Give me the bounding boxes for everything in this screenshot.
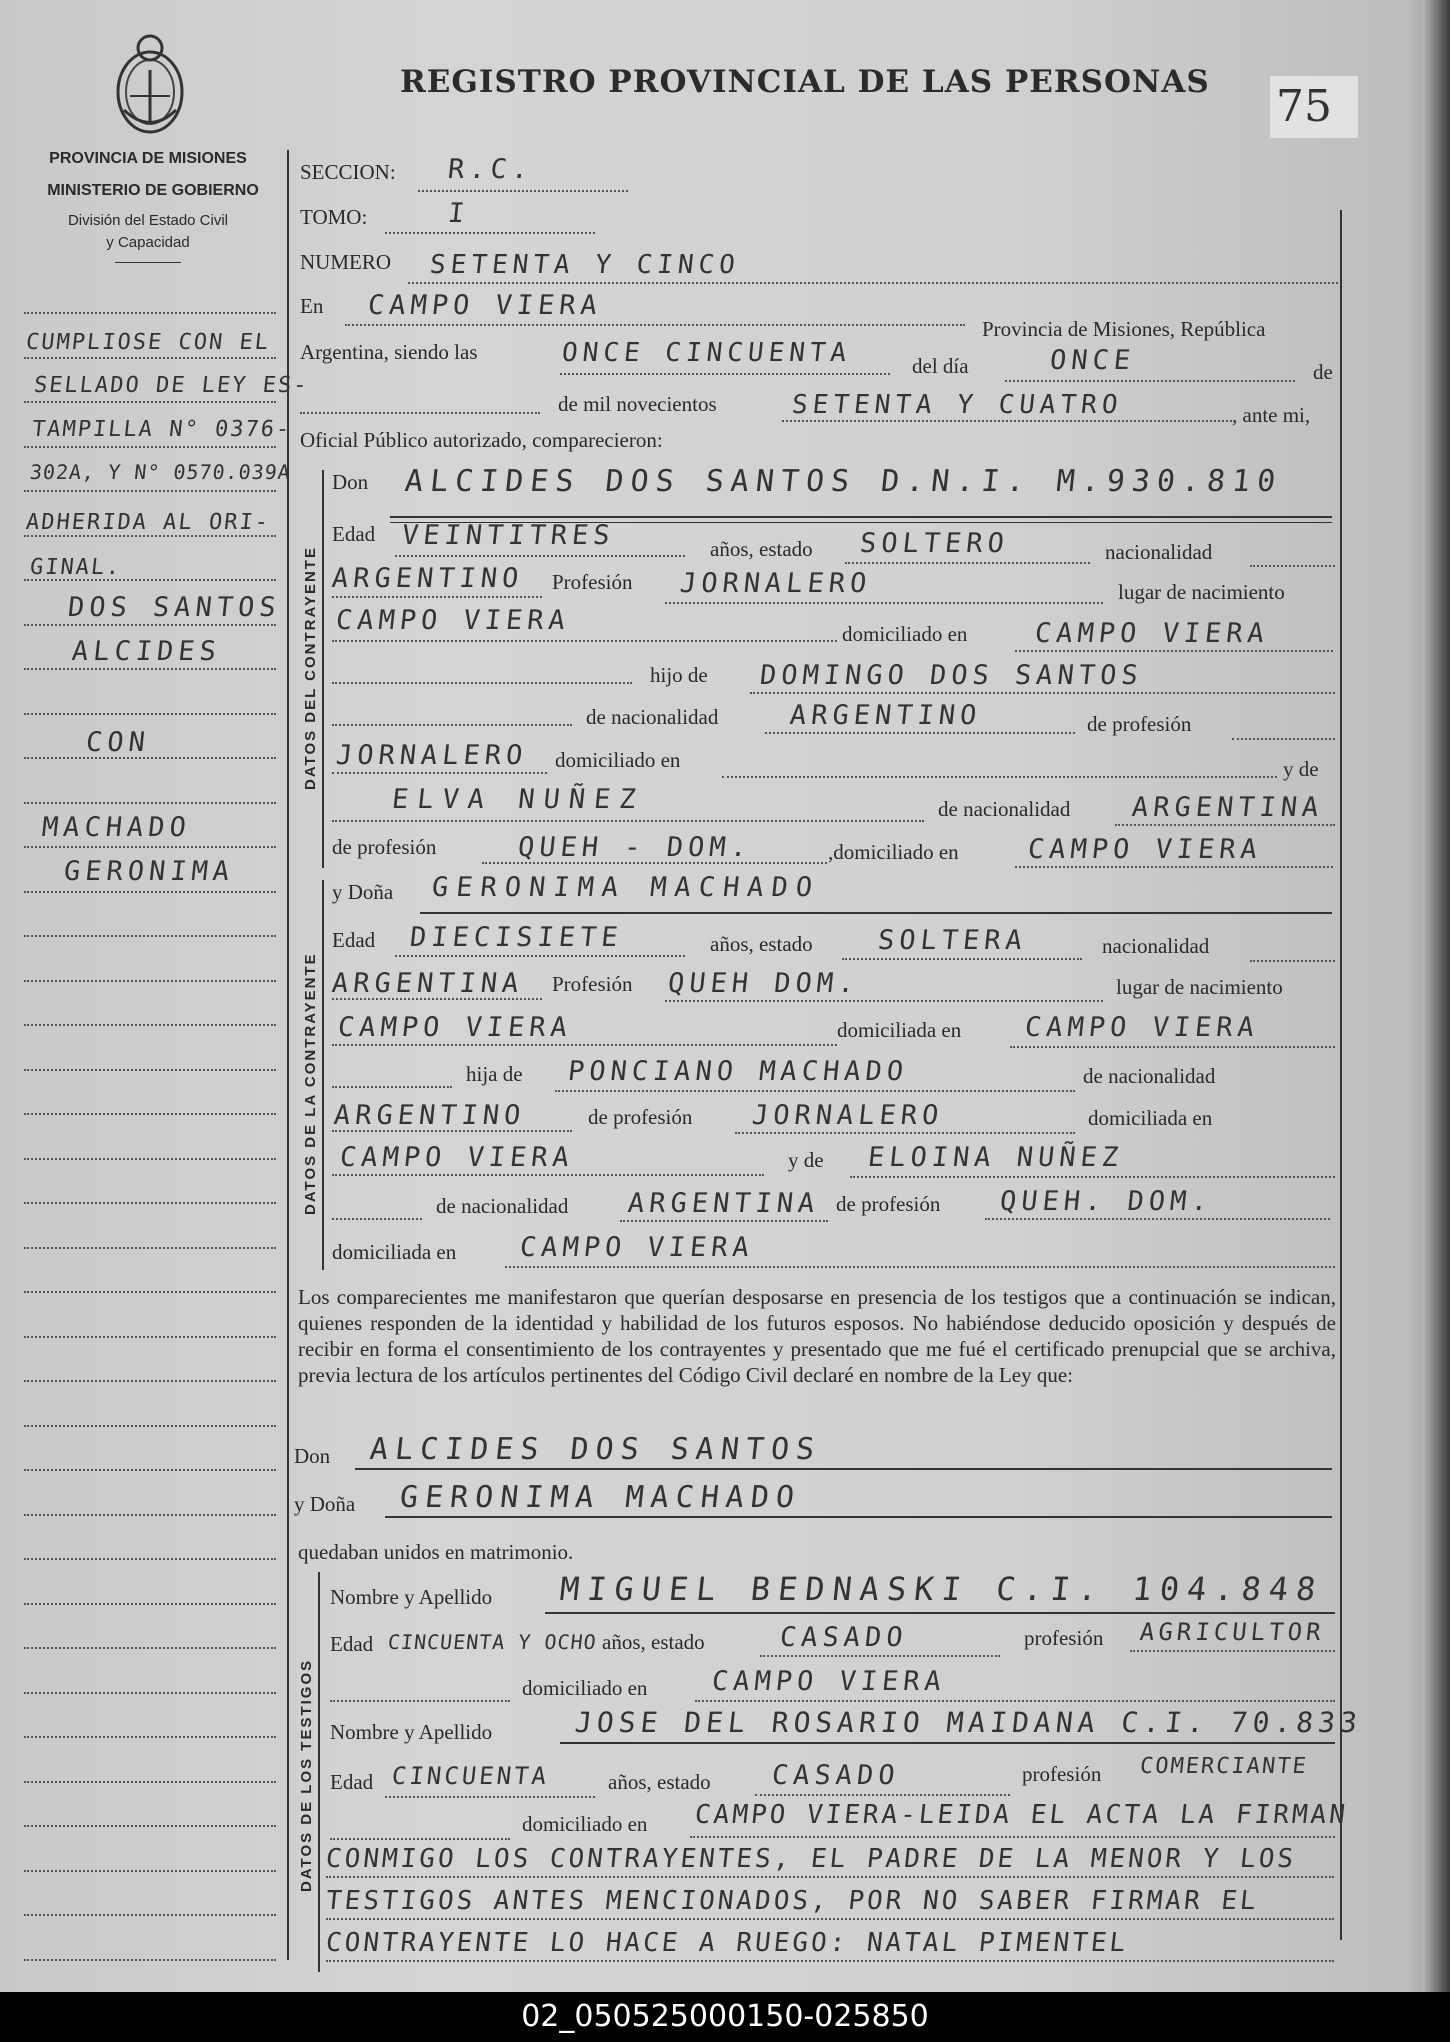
padre-nacionalidad: ARGENTINO bbox=[788, 700, 983, 731]
edad-label: Edad bbox=[332, 522, 376, 546]
section-rule bbox=[322, 470, 324, 868]
margin-ruling-line bbox=[24, 846, 276, 848]
seccion-value: R.C. bbox=[446, 154, 535, 185]
margin-ruling-line bbox=[24, 1024, 276, 1026]
madre-nacionalidad: ARGENTINA bbox=[1130, 792, 1325, 823]
t2-edad-label: Edad bbox=[330, 1770, 374, 1794]
anio-value: SETENTA Y CUATRO bbox=[790, 390, 1125, 420]
margin-ruling-line bbox=[24, 1692, 276, 1694]
dotted-line bbox=[1005, 380, 1295, 382]
margin-ruling-line bbox=[24, 624, 276, 626]
t2-nombre: JOSE DEL ROSARIO MAIDANA C.I. 70.833 bbox=[573, 1706, 1364, 1739]
argentina-text: Argentina, siendo las bbox=[300, 340, 478, 364]
dotted-line bbox=[385, 232, 595, 234]
section-rule bbox=[322, 880, 324, 1270]
de-mil-label: de mil novecientos bbox=[558, 392, 717, 416]
margin-ruling-line bbox=[24, 1380, 276, 1382]
dotted-line bbox=[482, 862, 827, 864]
contrayente-profesion: JORNALERO bbox=[678, 568, 873, 599]
dotted-line bbox=[395, 555, 685, 557]
margin-note: GERONIMA bbox=[62, 856, 236, 887]
contrayente-nacionalidad: ARGENTINO bbox=[330, 563, 525, 594]
dotted-line bbox=[695, 1700, 1335, 1702]
page-binding-edge bbox=[1422, 0, 1450, 1992]
don-label: Don bbox=[332, 470, 369, 494]
margin-ruling-line bbox=[24, 1736, 276, 1738]
margin-ruling-line bbox=[24, 1647, 276, 1649]
numero-value: SETENTA Y CINCO bbox=[428, 250, 742, 280]
dona-label: y Doña bbox=[332, 880, 394, 904]
madre-nac-label: de nacionalidad bbox=[938, 797, 1071, 821]
dotted-line bbox=[1115, 824, 1335, 826]
padre-nombre: DOMINGO DOS SANTOS bbox=[758, 660, 1145, 691]
dotted-line bbox=[755, 1794, 1010, 1796]
contrayente-f-estado: SOLTERA bbox=[876, 925, 1029, 956]
f-madre-nacionalidad: ARGENTINA bbox=[626, 1188, 821, 1219]
divider bbox=[115, 262, 181, 263]
margin-ruling-line bbox=[24, 757, 276, 759]
contrayente-nombre: ALCIDES DOS SANTOS D.N.I. M.930.810 bbox=[403, 464, 1284, 499]
institution-line-3: División del Estado Civil bbox=[67, 212, 229, 229]
contrayente-lugar-nac: CAMPO VIERA bbox=[334, 605, 572, 636]
dotted-line bbox=[1015, 866, 1333, 868]
f-madre-profesion: QUEH. DOM. bbox=[998, 1186, 1215, 1217]
domicilio-label: domiciliado en bbox=[842, 622, 968, 646]
padre-profesion: JORNALERO bbox=[334, 740, 529, 771]
margin-ruling-line bbox=[24, 935, 276, 937]
cierre-line-2: TESTIGOS ANTES MENCIONADOS, POR NO SABER FIRMAR EL bbox=[324, 1886, 1261, 1916]
quedaban-text: quedaban unidos en matrimonio. bbox=[298, 1540, 574, 1564]
dotted-line bbox=[385, 1796, 595, 1798]
madre-domic-label: ,domiciliado en bbox=[828, 840, 959, 864]
f-madre-domic-label: domiciliada en bbox=[332, 1240, 457, 1264]
dotted-line bbox=[332, 998, 542, 1000]
provincia-text: Provincia de Misiones, República bbox=[982, 317, 1266, 341]
de-label: de bbox=[1313, 360, 1333, 384]
lugar-value: CAMPO VIERA bbox=[366, 290, 604, 321]
dotted-line bbox=[845, 562, 1090, 564]
tomo-value: I bbox=[446, 198, 471, 229]
dotted-line bbox=[722, 776, 1277, 778]
madre-profesion: QUEH - DOM. bbox=[516, 832, 754, 863]
margin-note: DOS SANTOS bbox=[66, 592, 283, 623]
margin-ruling-line bbox=[24, 490, 276, 492]
hija-label: hija de bbox=[466, 1062, 523, 1086]
numero-label: NUMERO bbox=[300, 250, 392, 274]
dotted-line bbox=[395, 955, 685, 957]
decl-dona: GERONIMA MACHADO bbox=[398, 1480, 803, 1515]
margin-ruling-line bbox=[24, 1914, 276, 1916]
dia-value: ONCE bbox=[1048, 345, 1137, 376]
f-y-de-label: y de bbox=[788, 1148, 824, 1172]
underline bbox=[545, 1612, 1335, 1614]
underline bbox=[420, 912, 1332, 914]
dotted-line bbox=[332, 682, 632, 684]
cierre-line-3: CONTRAYENTE LO HACE A RUEGO: NATAL PIMENTEL bbox=[324, 1928, 1130, 1958]
dotted-line bbox=[332, 820, 924, 822]
t1-estado: CASADO bbox=[778, 1622, 910, 1653]
dotted-line bbox=[332, 596, 542, 598]
margin-ruling-line bbox=[24, 1781, 276, 1783]
contrayente-edad: VEINTITRES bbox=[400, 520, 617, 551]
margin-ruling-line bbox=[24, 668, 276, 670]
dotted-line bbox=[555, 1090, 1075, 1092]
margin-note: ADHERIDA AL ORI- bbox=[24, 510, 272, 535]
margin-ruling-line bbox=[24, 1336, 276, 1338]
dotted-line bbox=[332, 640, 837, 642]
margin-ruling-line bbox=[24, 1069, 276, 1071]
margin-ruling-line bbox=[24, 1825, 276, 1827]
section-label-contrayente: DATOS DEL CONTRAYENTE bbox=[302, 546, 319, 790]
t2-profesion: COMERCIANTE bbox=[1138, 1754, 1310, 1779]
dotted-line bbox=[850, 1176, 1335, 1178]
edad-label-f: Edad bbox=[332, 928, 376, 952]
margin-ruling-line bbox=[24, 1291, 276, 1293]
f-madre-prof-label: de profesión bbox=[836, 1192, 941, 1216]
underline bbox=[385, 1516, 1332, 1518]
dotted-line bbox=[760, 1655, 1000, 1657]
institution-line-2: MINISTERIO DE GOBIERNO bbox=[47, 182, 259, 199]
margin-note: 302A, Y N° 0570.039A bbox=[28, 460, 293, 484]
t1-estado-label: años, estado bbox=[602, 1630, 705, 1654]
margin-ruling-line bbox=[24, 891, 276, 893]
tomo-label: TOMO: bbox=[300, 205, 368, 229]
contrayente-f-domicilio: CAMPO VIERA bbox=[1023, 1012, 1261, 1043]
institution-line-1: PROVINCIA DE MISIONES bbox=[49, 150, 247, 167]
margin-ruling-line bbox=[24, 713, 276, 715]
dotted-line bbox=[326, 1918, 1334, 1920]
dotted-line bbox=[345, 324, 965, 326]
margin-ruling-line bbox=[24, 1247, 276, 1249]
f-madre-domicilio: CAMPO VIERA bbox=[518, 1232, 756, 1263]
dotted-line bbox=[330, 1838, 510, 1840]
f-padre-nombre: PONCIANO MACHADO bbox=[566, 1056, 910, 1087]
dotted-line bbox=[332, 772, 547, 774]
dotted-line bbox=[326, 1876, 1334, 1878]
margin-ruling-line bbox=[24, 1870, 276, 1872]
margin-note: CON bbox=[84, 727, 152, 758]
dotted-line bbox=[560, 373, 890, 375]
right-rule bbox=[1340, 210, 1342, 1940]
t1-domicilio: CAMPO VIERA bbox=[710, 1666, 948, 1697]
dotted-line bbox=[505, 1266, 1335, 1268]
margin-ruling-line bbox=[24, 535, 276, 537]
t2-domic-label: domiciliado en bbox=[522, 1812, 648, 1836]
margin-ruling-line bbox=[24, 1202, 276, 1204]
padre-domic-label: domiciliado en bbox=[555, 748, 681, 772]
t2-estado: CASADO bbox=[770, 1760, 902, 1791]
margin-note: MACHADO bbox=[40, 812, 193, 843]
madre-nombre: ELVA NUÑEZ bbox=[390, 784, 647, 815]
dotted-line bbox=[1232, 738, 1335, 740]
underline bbox=[560, 1742, 1335, 1744]
dotted-line bbox=[985, 1218, 1330, 1220]
margin-note: CUMPLIOSE CON EL bbox=[24, 330, 272, 355]
section-label-contrayente-f: DATOS DE LA CONTRAYENTE bbox=[302, 952, 319, 1215]
dotted-line bbox=[765, 732, 1075, 734]
dotted-line bbox=[332, 1086, 452, 1088]
margin-ruling-line bbox=[24, 312, 276, 314]
f-padre-domic-label: domiciliada en bbox=[1088, 1106, 1213, 1130]
margin-ruling-line bbox=[24, 357, 276, 359]
section-label-testigos: DATOS DE LOS TESTIGOS bbox=[298, 1658, 315, 1892]
margin-ruling-line bbox=[24, 1158, 276, 1160]
dotted-line bbox=[690, 1836, 1335, 1838]
margin-note: TAMPILLA N° 0376- bbox=[30, 417, 293, 442]
t2-edad: CINCUENTA bbox=[390, 1762, 551, 1790]
dotted-line bbox=[326, 1960, 1334, 1962]
dotted-line bbox=[665, 1000, 1103, 1002]
contrayente-f-edad: DIECISIETE bbox=[408, 922, 625, 953]
lugar-nac-label-f: lugar de nacimiento bbox=[1116, 975, 1283, 999]
f-padre-prof-label: de profesión bbox=[588, 1105, 693, 1129]
margin-ruling-line bbox=[24, 980, 276, 982]
dotted-line bbox=[330, 1700, 510, 1702]
lugar-nac-label: lugar de nacimiento bbox=[1118, 580, 1285, 604]
estado-label-f: años, estado bbox=[710, 932, 813, 956]
margin-note: ALCIDES bbox=[70, 636, 223, 667]
seccion-label: SECCION: bbox=[300, 160, 396, 184]
t2-nombre-label: Nombre y Apellido bbox=[330, 1720, 493, 1744]
t1-edad-label: Edad bbox=[330, 1632, 374, 1656]
dotted-line bbox=[1250, 960, 1335, 962]
t1-edad: CINCUENTA Y OCHO bbox=[386, 1630, 598, 1654]
underline bbox=[390, 516, 1332, 518]
t1-nombre: MIGUEL BEDNASKI C.I. 104.848 bbox=[558, 1570, 1326, 1608]
page-number: 75 bbox=[1270, 76, 1358, 138]
dotted-line bbox=[418, 190, 628, 192]
dotted-line bbox=[408, 282, 1338, 284]
margin-note: SELLADO DE LEY ES- bbox=[32, 373, 310, 398]
decl-don-label: Don bbox=[294, 1444, 331, 1468]
t2-estado-label: años, estado bbox=[608, 1770, 711, 1794]
coat-of-arms-icon bbox=[110, 30, 190, 140]
dotted-line bbox=[1010, 1046, 1335, 1048]
f-padre-domicilio: CAMPO VIERA bbox=[338, 1142, 576, 1173]
decl-dona-label: y Doña bbox=[294, 1492, 356, 1516]
margin-ruling-line bbox=[24, 1603, 276, 1605]
institution-line-4: y Capacidad bbox=[106, 234, 190, 251]
nac-label-f: nacionalidad bbox=[1102, 934, 1210, 958]
en-label: En bbox=[300, 294, 324, 318]
hijo-label: hijo de bbox=[650, 663, 708, 687]
contrayente-domicilio: CAMPO VIERA bbox=[1033, 618, 1271, 649]
margin-ruling-line bbox=[24, 1113, 276, 1115]
t2-prof-label: profesión bbox=[1022, 1762, 1102, 1786]
dotted-line bbox=[1130, 1650, 1335, 1652]
dotted-line bbox=[782, 420, 1232, 422]
dotted-line bbox=[332, 1174, 764, 1176]
nacionalidad-label: nacionalidad bbox=[1105, 540, 1213, 564]
footer-id: 02_050525000150-025850 bbox=[0, 1992, 1450, 2042]
dotted-line bbox=[842, 958, 1082, 960]
dotted-line bbox=[332, 724, 572, 726]
section-rule bbox=[318, 1572, 320, 1972]
margin-ruling-line bbox=[24, 1514, 276, 1516]
t1-profesion: AGRICULTOR bbox=[1138, 1618, 1326, 1646]
del-dia-label: del día bbox=[912, 354, 969, 378]
dotted-line bbox=[332, 1130, 572, 1132]
declaracion-paragraph: Los comparecientes me manifestaron que querían desposarse en presencia de los testigos que a continuación se indican, quienes responden de la identidad y habilidad de los futuros esposos. No habiéndose deducido oposición y después de recibir en forma el consentimiento de los contrayentes y presentado que me fué el certificado prenupcial que se archiva, previa lectura de los artículos pertinentes del Código Civil declaré en nombre de la Ley que: bbox=[298, 1285, 1336, 1387]
dotted-line bbox=[332, 1218, 422, 1220]
madre-domicilio: CAMPO VIERA bbox=[1026, 834, 1264, 865]
f-padre-nac-label: de nacionalidad bbox=[1083, 1064, 1216, 1088]
padre-prof-label: de profesión bbox=[1087, 712, 1192, 736]
dotted-line bbox=[750, 692, 1335, 694]
contrayente-f-nacionalidad: ARGENTINA bbox=[330, 968, 525, 999]
margin-ruling-line bbox=[24, 446, 276, 448]
prof-label-f: Profesión bbox=[552, 972, 633, 996]
madre-prof-label: de profesión bbox=[332, 835, 437, 859]
dotted-line bbox=[665, 602, 1103, 604]
margin-ruling-line bbox=[24, 802, 276, 804]
t2-domicilio: CAMPO VIERA-LEIDA EL ACTA LA FIRMAN bbox=[693, 1800, 1350, 1830]
f-madre-nac-label: de nacionalidad bbox=[436, 1194, 569, 1218]
profesion-label: Profesión bbox=[552, 570, 633, 594]
f-padre-profesion: JORNALERO bbox=[750, 1100, 945, 1131]
oficial-text: Oficial Público autorizado, comparecieron: bbox=[300, 428, 663, 452]
dotted-line bbox=[735, 1132, 1075, 1134]
t1-nombre-label: Nombre y Apellido bbox=[330, 1585, 493, 1609]
contrayente-f-profesion: QUEH DOM. bbox=[666, 968, 861, 999]
contrayente-f-lugar-nac: CAMPO VIERA bbox=[336, 1012, 574, 1043]
decl-don: ALCIDES DOS SANTOS bbox=[368, 1432, 823, 1467]
hora-value: ONCE CINCUENTA bbox=[560, 338, 853, 368]
margin-ruling-line bbox=[24, 1469, 276, 1471]
estado-label: años, estado bbox=[710, 537, 813, 561]
dotted-line bbox=[300, 412, 540, 414]
cierre-line-1: CONMIGO LOS CONTRAYENTES, EL PADRE DE LA MENOR Y LOS bbox=[324, 1844, 1298, 1874]
f-madre-nombre: ELOINA NUÑEZ bbox=[866, 1142, 1125, 1173]
underline bbox=[355, 1468, 1332, 1470]
ante-label: , ante mi, bbox=[1232, 403, 1311, 427]
dotted-line bbox=[1015, 650, 1333, 652]
contrayente-f-nombre: GERONIMA MACHADO bbox=[430, 872, 822, 903]
contrayente-estado: SOLTERO bbox=[858, 528, 1011, 559]
dotted-line bbox=[332, 1044, 837, 1046]
margin-ruling-line bbox=[24, 401, 276, 403]
dotted-line bbox=[620, 1220, 828, 1222]
domic-label-f: domiciliada en bbox=[837, 1018, 962, 1042]
margin-note: GINAL. bbox=[28, 555, 123, 580]
y-de-label: y de bbox=[1283, 757, 1319, 781]
f-padre-nacionalidad: ARGENTINO bbox=[332, 1100, 527, 1131]
padre-nac-label: de nacionalidad bbox=[586, 705, 719, 729]
t1-domic-label: domiciliado en bbox=[522, 1676, 648, 1700]
margin-ruling-line bbox=[24, 1959, 276, 1961]
t1-prof-label: profesión bbox=[1024, 1626, 1104, 1650]
page-title: REGISTRO PROVINCIAL DE LAS PERSONAS bbox=[400, 64, 1210, 100]
margin-ruling-line bbox=[24, 1558, 276, 1560]
margin-ruling-line bbox=[24, 1425, 276, 1427]
dotted-line bbox=[1250, 565, 1335, 567]
